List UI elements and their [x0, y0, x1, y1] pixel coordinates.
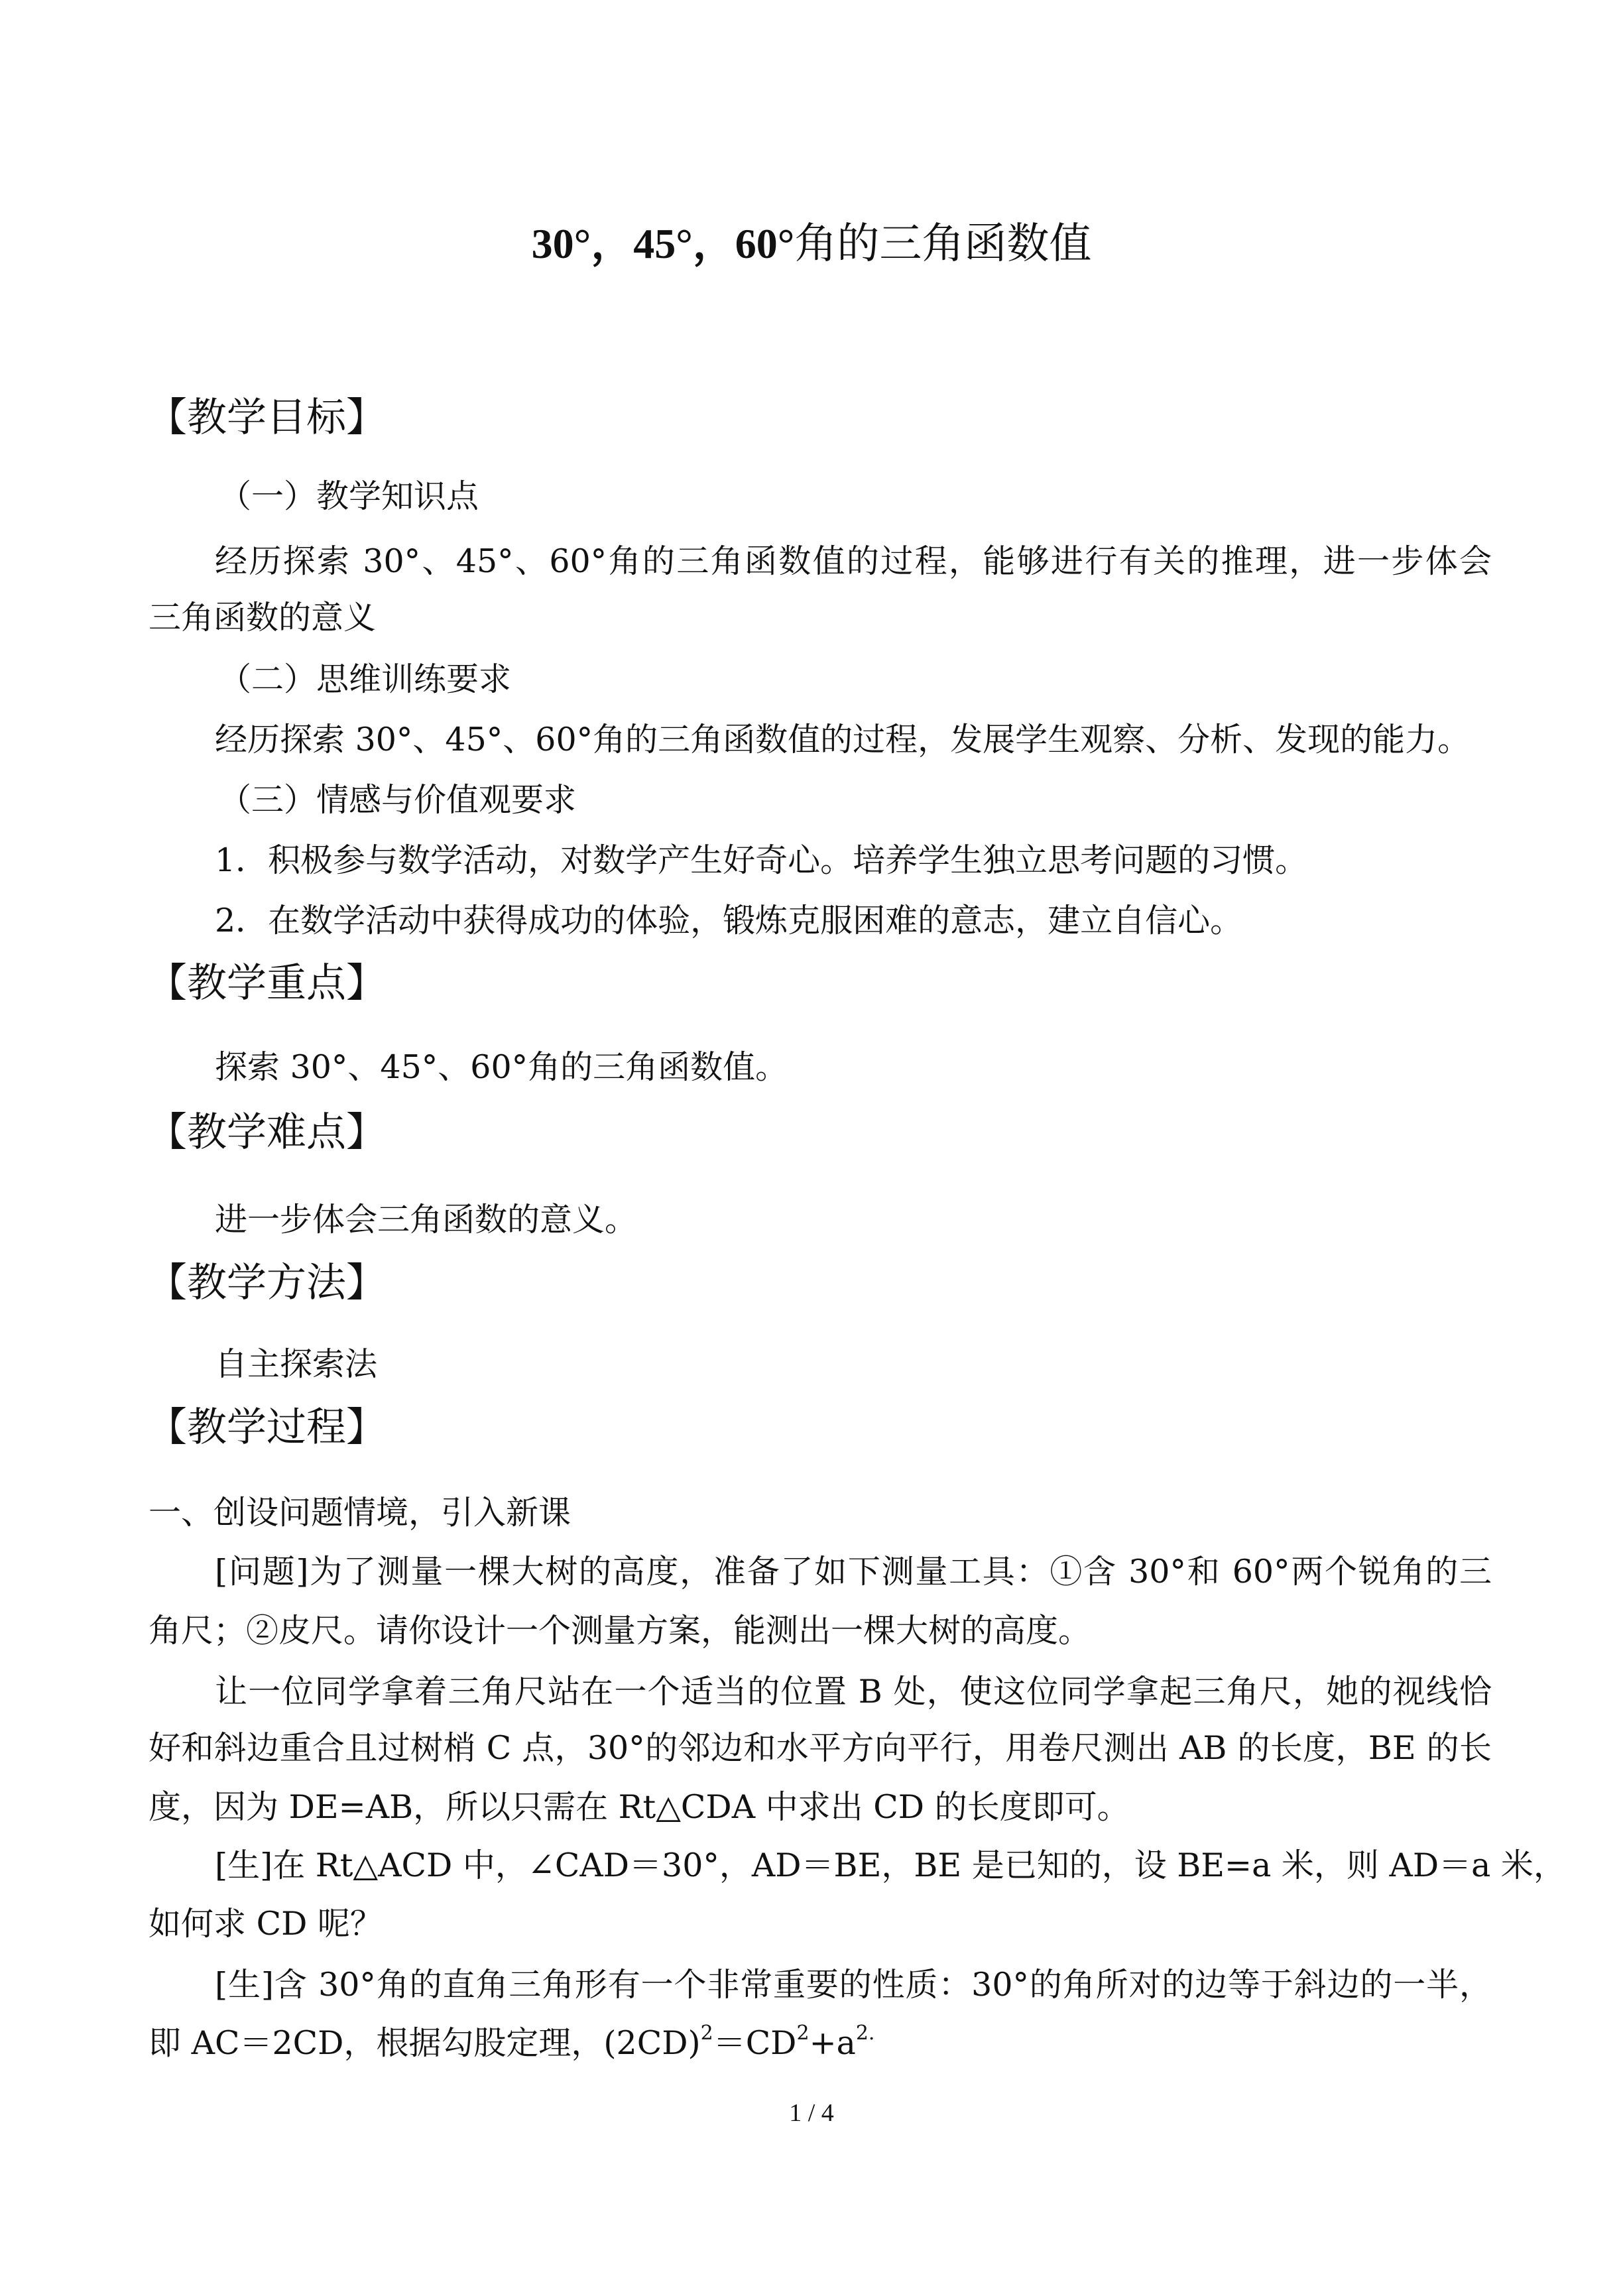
page-number: 1 / 4	[789, 2099, 834, 2127]
paragraph-line: [生]含 30°角的直角三角形有一个非常重要的性质：30°的角所对的边等于斜边的一半，	[215, 1966, 1492, 2004]
subheading-knowledge: （一）教学知识点	[219, 477, 479, 515]
heading-key-points: 【教学重点】	[147, 960, 386, 1006]
paragraph-line: 进一步体会三角函数的意义。	[215, 1201, 638, 1239]
formula-text: ＝CD	[713, 2024, 797, 2062]
formula-text: +a	[809, 2024, 856, 2062]
paragraph-line: [问题]为了测量一棵大树的高度，准备了如下测量工具：①含 30°和 60°两个锐角的三	[215, 1553, 1492, 1591]
page-title	[0, 216, 1623, 272]
superscript: 2.	[855, 2022, 875, 2045]
paragraph-line: 好和斜边重合且过树梢 C 点，30°的邻边和水平方向平行，用卷尺测出 AB 的长度，BE 的长	[149, 1729, 1492, 1767]
paragraph-line: 自主探索法	[215, 1345, 378, 1383]
paragraph-line: 角尺；②皮尺。请你设计一个测量方案，能测出一棵大树的高度。	[149, 1612, 1091, 1650]
paragraph-line: 度，因为 DE=AB，所以只需在 Rt△CDA 中求出 CD 的长度即可。	[149, 1788, 1130, 1826]
formula-line	[149, 2022, 874, 2065]
list-item: 2．在数学活动中获得成功的体验，锻炼克服困难的意志，建立自信心。	[215, 902, 1243, 939]
paragraph-line: 探索 30°、45°、60°角的三角函数值。	[215, 1048, 788, 1086]
paragraph-line: 三角函数的意义	[149, 599, 377, 636]
heading-process: 【教学过程】	[147, 1404, 386, 1451]
paragraph-line: 经历探索 30°、45°、60°角的三角函数值的过程，发展学生观察、分析、发现的能力。	[215, 721, 1471, 758]
subheading-values: （三）情感与价值观要求	[219, 781, 577, 819]
step-heading: 一、创设问题情境，引入新课	[149, 1494, 571, 1532]
paragraph-line: 经历探索 30°、45°、60°角的三角函数值的过程，能够进行有关的推理，进一步体会	[215, 542, 1492, 580]
formula-text: 即 AC＝2CD，根据勾股定理，(2CD)	[149, 2024, 701, 2062]
subheading-thinking: （二）思维训练要求	[219, 660, 512, 698]
title-rest: 角的三角函数值	[794, 219, 1092, 269]
paragraph-line: [生]在 Rt△ACD 中，∠CAD＝30°，AD＝BE，BE 是已知的，设 BE=a 米，则 AD＝a 米，	[215, 1846, 1566, 1884]
list-item: 1．积极参与数学活动，对数学产生好奇心。培养学生独立思考问题的习惯。	[215, 841, 1308, 879]
title-angles: 30°，45°，60°	[531, 220, 795, 267]
superscript: 2	[700, 2022, 713, 2045]
heading-difficulties: 【教学难点】	[147, 1109, 386, 1156]
paragraph-line: 让一位同学拿着三角尺站在一个适当的位置 B 处，使这位同学拿起三角尺，她的视线恰	[215, 1673, 1492, 1711]
heading-objectives: 【教学目标】	[147, 394, 386, 441]
heading-methods: 【教学方法】	[147, 1260, 386, 1306]
paragraph-line: 如何求 CD 呢？	[149, 1905, 383, 1943]
superscript: 2	[796, 2022, 810, 2045]
